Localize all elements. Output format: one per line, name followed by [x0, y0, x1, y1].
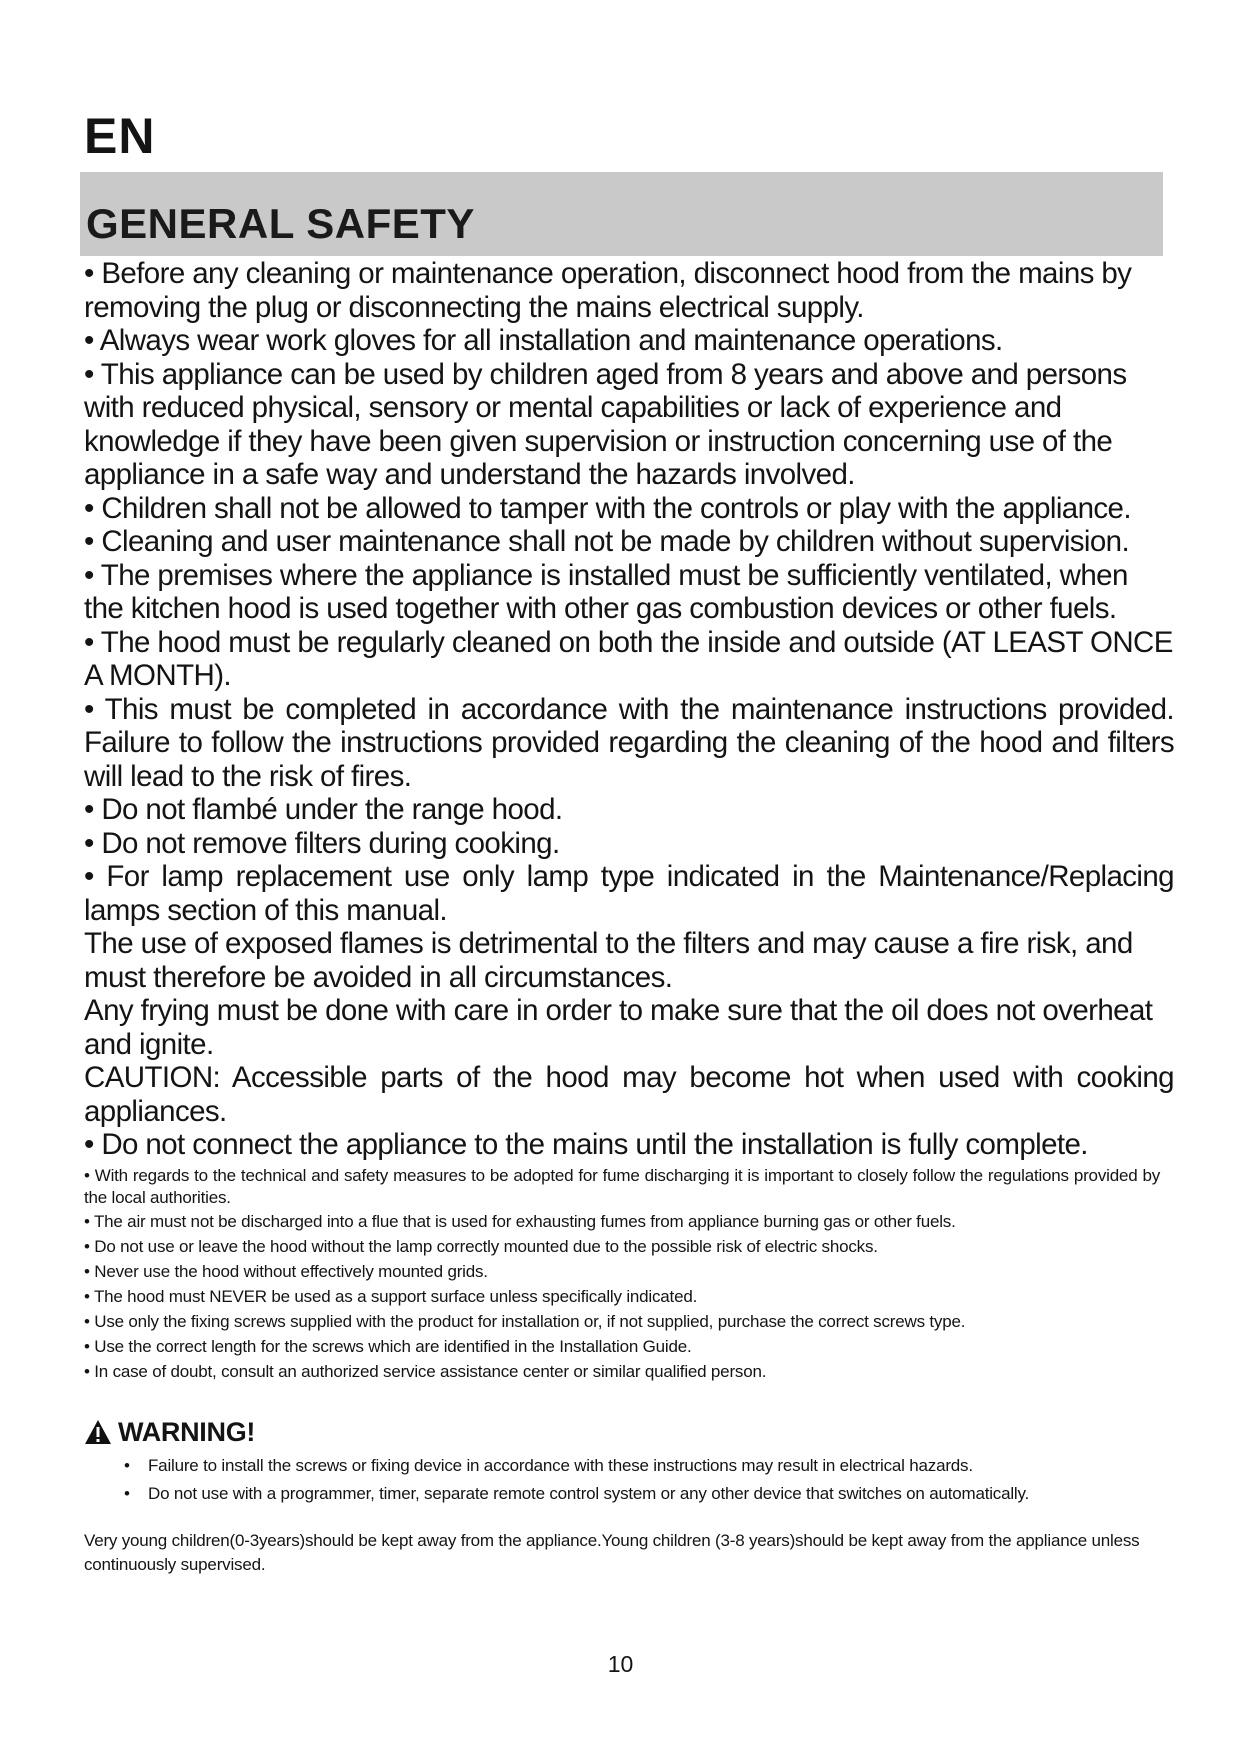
- caution-paragraph: CAUTION: Accessible parts of the hood may become hot when used with cooking appliances.: [84, 1061, 1174, 1128]
- small-paragraph: • Do not use or leave the hood without the lamp correctly mounted due to the possible risk of electric shocks.: [84, 1237, 878, 1256]
- warning-item: • Do not use with a programmer, timer, separate remote control system or any other device that switches on automatically.: [124, 1480, 1164, 1508]
- bullet-icon: •: [124, 1484, 130, 1503]
- warning-item: • Failure to install the screws or fixing device in accordance with these instructions may result in electrical hazards.: [124, 1452, 1164, 1480]
- safety-paragraph: • Do not connect the appliance to the mains until the installation is fully complete.: [84, 1128, 1088, 1161]
- safety-paragraph: • Do not flambé under the range hood.: [84, 793, 563, 826]
- safety-paragraph: • Cleaning and user maintenance shall not be made by children without supervision.: [84, 525, 1130, 558]
- warning-heading: [84, 1415, 255, 1449]
- children-note: Very young children(0-3years)should be kept away from the appliance.Young children (3-8 years)should be kept away from the appliance unless continuously supervised.: [84, 1531, 1140, 1574]
- safety-paragraph: • The hood must be regularly cleaned on both the inside and outside (AT LEAST ONCE A MONTH).: [84, 625, 1173, 692]
- small-paragraph: • In case of doubt, consult an authorized service assistance center or similar qualified person.: [84, 1362, 767, 1381]
- safety-paragraph: • Do not remove filters during cooking.: [84, 826, 560, 860]
- safety-paragraph: The use of exposed flames is detrimental to the filters and may cause a fire risk, and must therefore be avoided in all circumstances.: [84, 927, 1133, 994]
- small-paragraph: • The air must not be discharged into a flue that is used for exhausting fumes from appliance burning gas or other fuels.: [84, 1212, 956, 1231]
- safety-paragraph: Any frying must be done with care in order to make sure that the oil does not overheat and ignite.: [84, 994, 1153, 1061]
- language-code: EN: [84, 108, 156, 164]
- main-safety-text: [84, 257, 1174, 1162]
- safety-paragraph: • The premises where the appliance is installed must be sufficiently ventilated, when the kitchen hood is used together with other gas combustion devices or other fuels.: [84, 558, 1128, 625]
- bullet-icon: •: [124, 1456, 130, 1475]
- safety-paragraph: • Before any cleaning or maintenance operation, disconnect hood from the mains by removing the plug or disconnecting the mains electrical supply.: [84, 257, 1132, 324]
- safety-paragraph: • This must be completed in accordance with the maintenance instructions provided. Failure to follow the instructions provided regarding the cleaning of the hood and filters will lead to the risk of fires.: [84, 692, 1174, 793]
- safety-paragraph: • This appliance can be used by children aged from 8 years and above and persons with reduced physical, sensory or mental capabilities or lack of experience and knowledge if they have been given supervision or instruction concerning use of the appliance in a safe way and understand the hazards involved.: [84, 357, 1127, 491]
- small-paragraph: • Use the correct length for the screws which are identified in the Installation Guide.: [84, 1337, 692, 1356]
- warning-title: WARNING!: [118, 1416, 256, 1447]
- small-safety-text: [84, 1165, 1160, 1384]
- safety-paragraph: • For lamp replacement use only lamp type indicated in the Maintenance/Replacing lamps section of this manual.: [84, 860, 1174, 927]
- small-paragraph: • Never use the hood without effectively mounted grids.: [84, 1262, 488, 1281]
- page-number: 10: [607, 1651, 634, 1677]
- section-title: GENERAL SAFETY: [86, 200, 475, 247]
- safety-paragraph: • Children shall not be allowed to tamper with the controls or play with the appliance.: [84, 491, 1131, 525]
- warning-triangle-icon: [84, 1419, 112, 1445]
- safety-paragraph: • Always wear work gloves for all installation and maintenance operations.: [84, 324, 1003, 357]
- small-paragraph: • The hood must NEVER be used as a support surface unless specifically indicated.: [84, 1287, 698, 1306]
- small-paragraph: • Use only the fixing screws supplied with the product for installation or, if not supplied, purchase the correct screws type.: [84, 1312, 966, 1331]
- warning-list: [124, 1452, 1164, 1508]
- small-paragraph: • With regards to the technical and safety measures to be adopted for fume discharging it is important to closely follow the regulations provided by the local authorities.: [84, 1166, 1160, 1207]
- section-header-bar: [80, 172, 1163, 256]
